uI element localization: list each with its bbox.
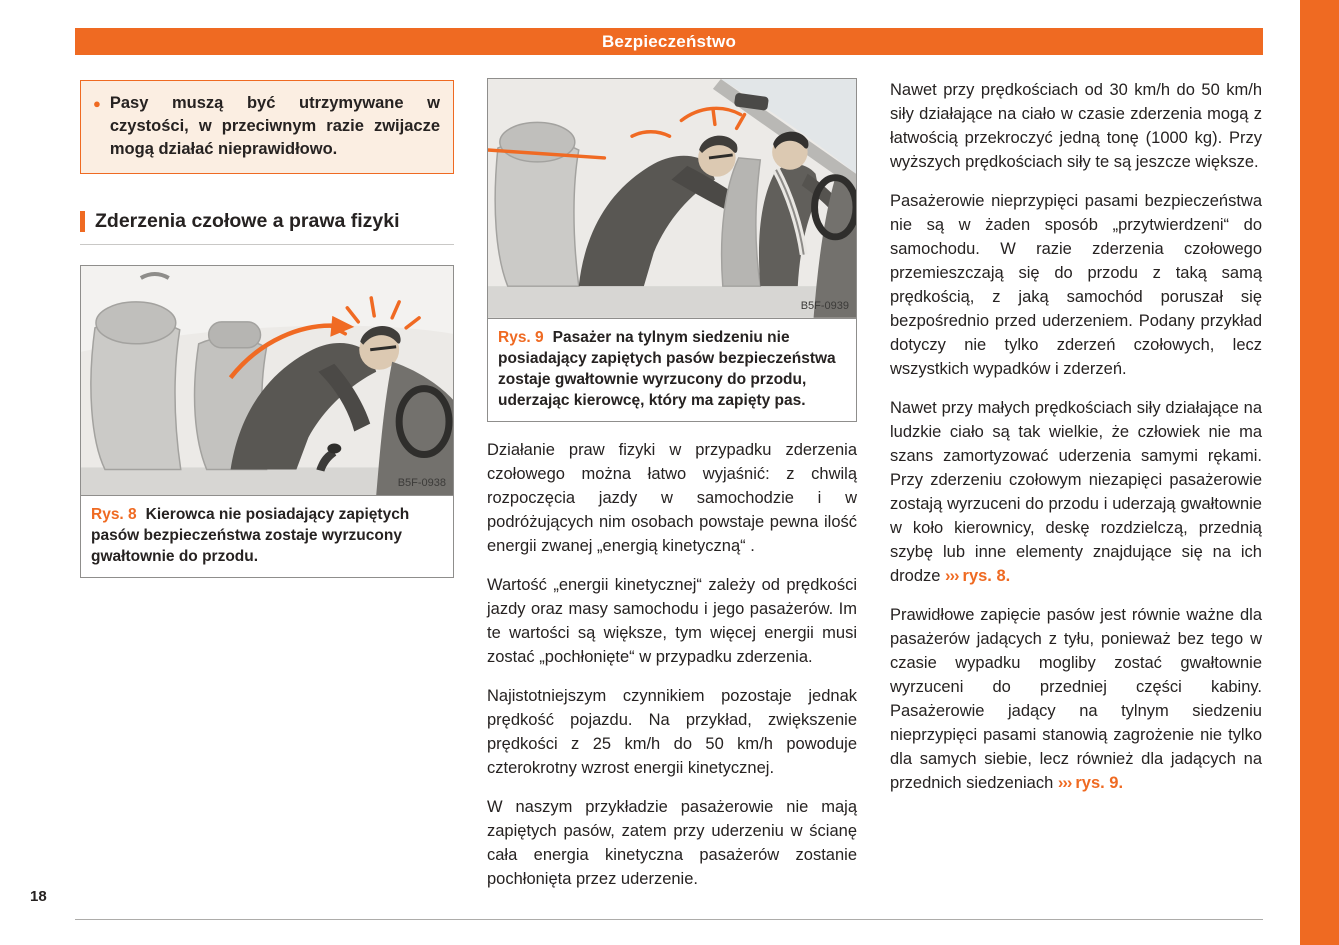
paragraph xyxy=(890,396,1262,588)
paragraph-text: Nawet przy małych prędkościach siły działające na ludzkie ciało są tak wielkie, że człowiek nie ma szans zamortyzować uderzenia samymi rękami. Przy zderzeniu czołowym niezapięci pasażerowie zostają wyrzuceni do przodu i uderzają gwałtownie w koło kierownicy, deskę rozdzielczą, przednią szybę lub inne elementy znajdujące się na ich drodze xyxy=(890,399,1262,585)
crash-driver-illustration xyxy=(81,266,453,495)
reference-arrows-icon: ››› xyxy=(945,567,959,585)
left-column xyxy=(80,78,454,578)
paragraph xyxy=(890,603,1262,795)
figure-9-caption xyxy=(487,319,857,422)
middle-column xyxy=(487,78,857,906)
crash-passenger-illustration xyxy=(488,79,856,318)
figure-9-label: Rys. 9 xyxy=(498,328,544,346)
figure-9-caption-text: Pasażer na tylnym siedzeniu nie posiadający zapiętych pasów bezpieczeństwa zostaje gwałtownie wyrzucony do przodu, uderzając kierowcę, który ma zapięty pas. xyxy=(498,328,836,409)
figure-9-code: B5F-0939 xyxy=(800,299,849,312)
paragraph: Wartość „energii kinetycznej“ zależy od prędkości jazdy oraz masy samochodu i jego pasażerów. Im te wartości są większe, tym więcej energii musi zostać „pochłonięte“ w przypadku zderzenia. xyxy=(487,575,857,666)
paragraph: Nawet przy prędkościach od 30 km/h do 50 km/h siły działające na ciało w czasie zderzenia mogą z łatwością przekroczyć jedną tonę (1000 kg). Przy wyższych prędkościach siły te są jeszcze większe. xyxy=(890,81,1262,171)
side-accent-bar xyxy=(1300,0,1339,945)
chapter-header xyxy=(75,28,1263,55)
page-number: 18 xyxy=(30,888,47,905)
figure-9 xyxy=(487,78,857,422)
paragraph-text: Prawidłowe zapięcie pasów jest równie ważne dla pasażerów jadących z tyłu, ponieważ bez tego w czasie wypadku mogliby zostać gwałtownie wyrzuceni do przedniej części kabiny. Pasażerowie jadący na tylnym siedzeniu nieprzypięci pasami stanowią zagrożenie nie tylko dla samych siebie, lecz również dla jadących na przednich siedzeniach xyxy=(890,606,1262,792)
reference-label: rys. 9. xyxy=(1075,774,1124,792)
figure-8-label: Rys. 8 xyxy=(91,506,137,524)
figure-8-code: B5F-0938 xyxy=(397,477,446,490)
right-column xyxy=(890,78,1262,810)
page-content xyxy=(80,78,1262,906)
figure-9-reference[interactable] xyxy=(1058,774,1123,792)
reference-arrows-icon: ››› xyxy=(1057,774,1072,792)
paragraph: Działanie praw fizyki w przypadku zderzenia czołowego można łatwo wyjaśnić: z chwilą rozpoczęcia jazdy w samochodzie i w podróżujących nim osobach powstaje pewna ilość energii zwanej „energią kinetyczną“ . xyxy=(487,440,857,555)
figure-8-illustration xyxy=(80,265,454,496)
figure-8-reference[interactable] xyxy=(945,567,1010,585)
chapter-title: Bezpieczeństwo xyxy=(601,31,737,51)
note-text: Pasy muszą być utrzymywane w czystości, w przeciwnym razie zwijacze mogą działać nieprawidłowo. xyxy=(109,94,440,158)
note-box xyxy=(80,80,454,174)
section-heading xyxy=(80,210,454,245)
figure-8-caption xyxy=(80,496,454,578)
figure-8 xyxy=(80,265,454,578)
reference-label: rys. 8. xyxy=(962,567,1011,585)
bullet-icon: ● xyxy=(93,96,101,111)
heading-accent-bar xyxy=(80,211,85,232)
figure-8-caption-text: Kierowca nie posiadający zapiętych pasów bezpieczeństwa zostaje wyrzucony gwałtownie do przodu. xyxy=(91,506,410,566)
figure-9-illustration xyxy=(487,78,857,319)
paragraph: Pasażerowie nieprzypięci pasami bezpieczeństwa nie są w żaden sposób „przytwierdzeni“ do samochodu. W razie zderzenia czołowego przemieszczają się do przodu z taką samą prędkością, z jaką samochód poruszał się bezpośrednio przed uderzeniem. Podany przykład dotyczy nie tylko zderzeń czołowych, lecz wszystkich wypadków i zderzeń. xyxy=(890,192,1262,378)
paragraph: Najistotniejszym czynnikiem pozostaje jednak prędkość pojazdu. Na przykład, zwiększenie prędkości z 25 km/h do 50 km/h powoduje czterokrotny wzrost energii kinetycznej. xyxy=(487,686,857,777)
paragraph: W naszym przykładzie pasażerowie nie mają zapiętych pasów, zatem przy uderzeniu w ścianę cała energia kinetyczna pasażerów zostanie pochłonięta przez uderzenie. xyxy=(487,797,857,888)
section-heading-text: Zderzenia czołowe a prawa fizyki xyxy=(95,210,400,232)
footer-divider xyxy=(75,919,1263,920)
